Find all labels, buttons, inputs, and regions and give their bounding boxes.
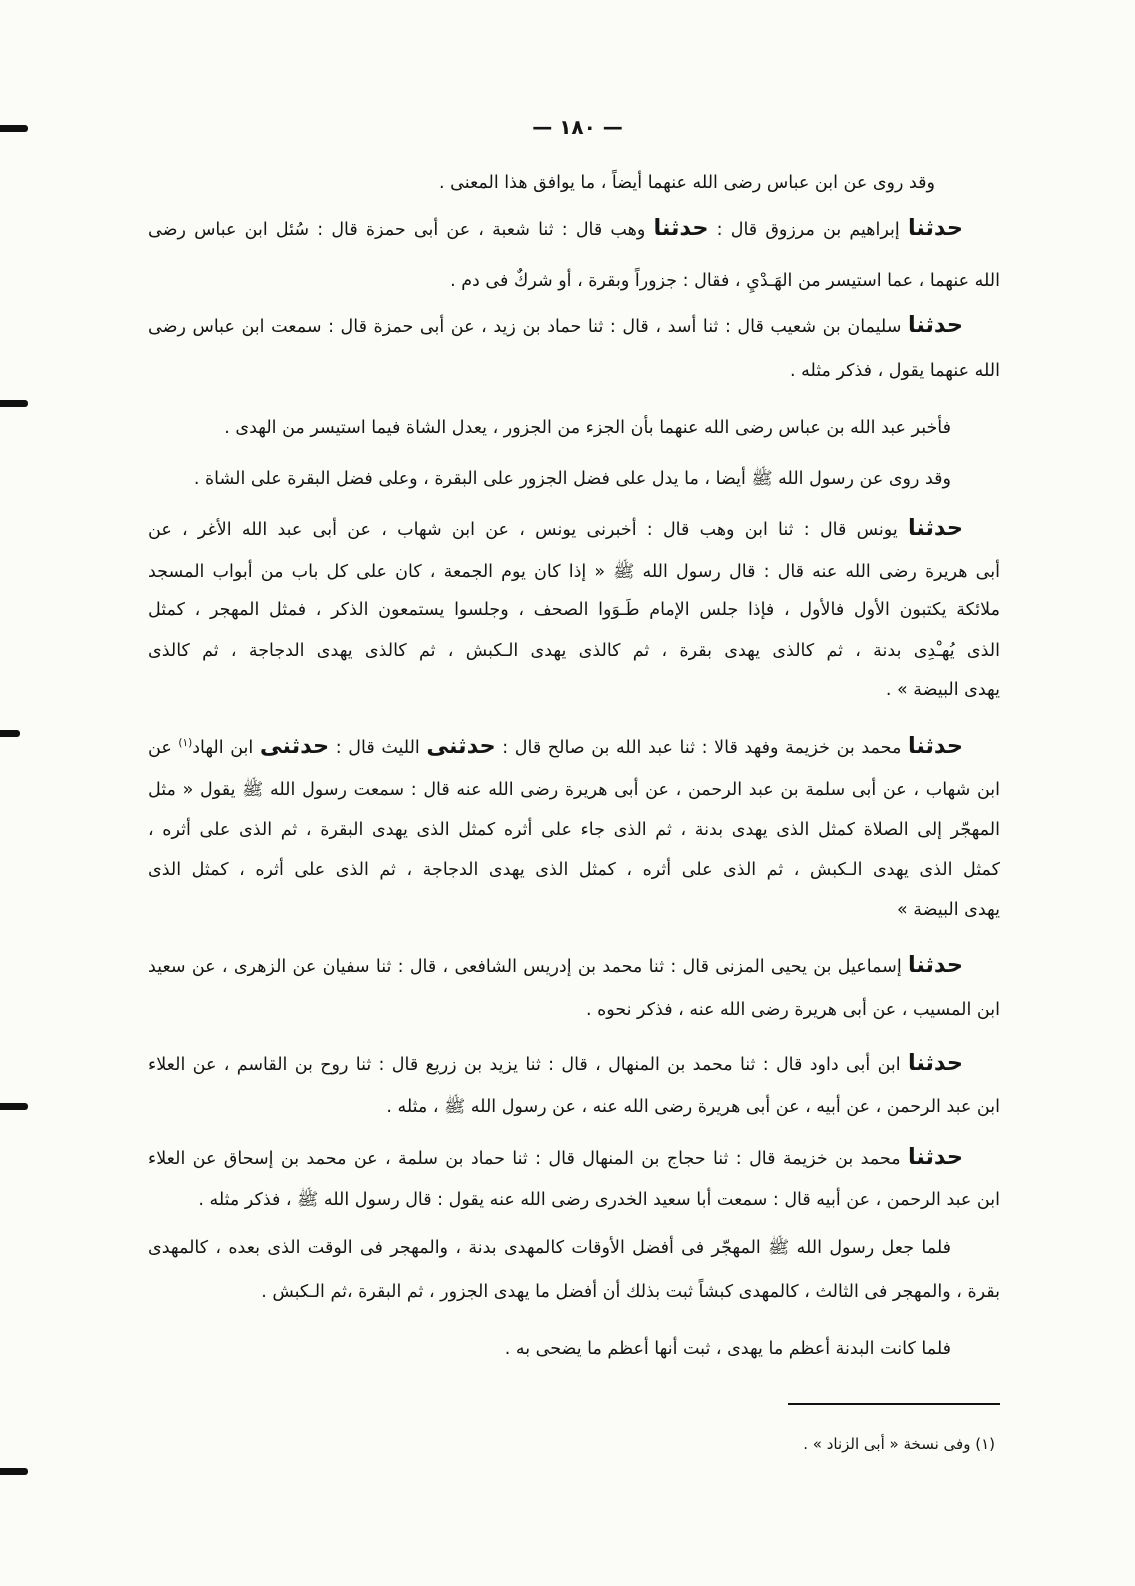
text-line (148, 462, 951, 496)
page-number: — ١٨٠ — (532, 115, 623, 139)
text-run: ابن عبد الرحمن ، عن أبيه قال : سمعت أبا سعيد الخدرى رضى الله عنه يقول : قال رسول الله ﷺ ، فذكر مثله . (198, 1190, 1000, 1210)
text-run: الله عنهما يقول ، فذكر مثله . (789, 361, 1000, 381)
text-run: الليث قال : (329, 738, 427, 758)
text-line (148, 813, 1000, 847)
text-line (148, 1046, 963, 1082)
text-line (148, 1231, 951, 1265)
scan-mark (0, 400, 28, 407)
lead-word: حدثنا (907, 1144, 963, 1170)
text-line (148, 166, 935, 200)
text-line (148, 354, 1000, 388)
text-run: محمد بن خزيمة وفهد قالا : ثنا عبد الله بن صالح قال : (495, 738, 908, 758)
text-run: وهب قال : ثنا شعبة ، عن أبى حمزة قال : سُئل ابن عباس رضى (148, 220, 654, 240)
lead-word: حدثنا (907, 515, 963, 541)
text-run: يهدى البيضة » . (885, 680, 1000, 700)
text-run: محمد بن خزيمة قال : ثنا حجاج بن المنهال قال : ثنا حماد بن سلمة ، عن محمد بن إسحاق عن العلاء (148, 1149, 908, 1169)
text-run: كمثل الذى يهدى الـكبش ، ثم الذى على أثره ، كمثل الذى يهدى الدجاجة ، ثم الذى على أثره ، كمثل الذى (148, 860, 1000, 880)
lead-word: حدثنا (907, 952, 963, 978)
lead-word: حدثنى (426, 733, 496, 759)
text-line (148, 1140, 963, 1176)
text-run: وقد روى عن رسول الله ﷺ أيضا ، ما يدل على فضل الجزور على البقرة ، وعلى فضل البقرة على الشاة . (193, 469, 951, 489)
text-line (148, 634, 1000, 668)
text-run: الله عنهما ، عما استيسر من الهَـدْيِ ، فقال : جزوراً وبقرة ، أو شركٌ فى دم . (450, 271, 1000, 291)
text-line (148, 593, 1000, 627)
text-run: فلما كانت البدنة أعظم ما يهدى ، ثبت أنها أعظم ما يضحى به . (504, 1339, 951, 1359)
scan-mark (0, 1103, 28, 1110)
text-line (148, 948, 963, 984)
text-line (148, 893, 1000, 927)
text-run: الذى يُهـْدِى بدنة ، ثم كالذى يهدى بقرة ، ثم كالذى يهدى الـكبش ، ثم كالذى يهدى الدجاجة ، ثم كالذى (148, 641, 1000, 661)
text-run: وقد روى عن ابن عباس رضى الله عنهما أيضاً ، ما يوافق هذا المعنى . (438, 173, 935, 193)
lead-word: حدثنا (907, 733, 963, 759)
text-run: إبراهيم بن مرزوق قال : (708, 220, 908, 240)
text-line (148, 264, 1000, 298)
text-line (148, 555, 1000, 589)
text-run: أبى هريرة رضى الله عنه قال : قال رسول الله ﷺ « إذا كان يوم الجمعة ، كان على كل باب من أبواب المسجد (148, 562, 1000, 582)
text-line (148, 1332, 951, 1366)
text-run: المهجّر إلى الصلاة كمثل الذى يهدى بدنة ، ثم الذى جاء على أثره كمثل الذى يهدى البقرة ، ثم الذى على أثره ، (148, 820, 1000, 840)
lead-word: حدثنى (259, 733, 330, 759)
text-run: بقرة ، والمهجر فى الثالث ، كالمهدى كبشاً ثبت بذلك أن أفضل ما يهدى الجزور ، ثم البقرة ،ثم الـكبش . (261, 1282, 1000, 1302)
text-line (148, 729, 963, 765)
text-line (148, 773, 1000, 807)
scan-mark (0, 125, 28, 132)
lead-word: حدثنا (907, 1050, 963, 1076)
footnote-ref: (١) (178, 737, 193, 750)
text-run: ابن أبى داود قال : ثنا محمد بن المنهال ، قال : ثنا يزيد بن زريع قال : ثنا روح بن القاسم ، عن العلاء (148, 1055, 908, 1075)
text-run: ابن المسيب ، عن أبى هريرة رضى الله عنه ، فذكر نحوه . (585, 1000, 1000, 1020)
text-run: ابن شهاب ، عن أبى سلمة بن عبد الرحمن ، عن أبى هريرة رضى الله عنه قال : سمعت رسول الله ﷺ يقول « مثل (148, 780, 1000, 800)
text-run: ملائكة يكتبون الأول فالأول ، فإذا جلس الإمام طَـوَوا الصحف ، وجلسوا يستمعون الذكر ، فمثل المهجر ، كمثل (148, 600, 1000, 620)
text-line (148, 211, 963, 247)
lead-word: حدثنا (653, 215, 709, 241)
text-run: فلما جعل رسول الله ﷺ المهجّر فى أفضل الأوقات كالمهدى بدنة ، والمهجر فى الوقت الذى بعده ، كالمهدى (148, 1238, 951, 1258)
text-line (148, 993, 1000, 1027)
text-run: سليمان بن شعيب قال : ثنا أسد ، قال : ثنا حماد بن زيد ، عن أبى حمزة قال : سمعت ابن عباس رضى (148, 317, 908, 337)
text-run: ابن عبد الرحمن ، عن أبيه ، عن أبى هريرة رضى الله عنه ، عن رسول الله ﷺ ، مثله . (386, 1097, 1000, 1117)
text-line (148, 1090, 1000, 1124)
lead-word: حدثنا (907, 312, 963, 338)
text-line (148, 411, 951, 445)
scan-mark (0, 730, 20, 737)
footnote-rule (788, 1403, 1000, 1405)
text-line (148, 511, 963, 547)
text-run: فأخبر عبد الله بن عباس رضى الله عنهما بأن الجزء من الجزور ، يعدل الشاة فيما استيسر من الهدى . (224, 418, 951, 438)
text-line (148, 308, 963, 344)
scan-mark (0, 1468, 28, 1475)
text-line (148, 673, 1000, 707)
text-run: ابن الهاد (192, 738, 260, 758)
text-run: إسماعيل بن يحيى المزنى قال : ثنا محمد بن إدريس الشافعى ، قال : ثنا سفيان عن الزهرى ، عن سعيد (148, 957, 908, 977)
text-line (148, 1275, 1000, 1309)
footnote: (١) وفى نسخة « أبى الزناد » . (803, 1435, 995, 1453)
text-line (148, 1183, 1000, 1217)
text-run: يونس قال : ثنا ابن وهب قال : أخبرنى يونس ، عن ابن شهاب ، عن أبى عبد الله الأغر ، عن (148, 520, 908, 540)
text-run: عن (148, 738, 179, 758)
text-run: يهدى البيضة » (897, 900, 1000, 920)
text-line (148, 853, 1000, 887)
lead-word: حدثنا (907, 215, 963, 241)
